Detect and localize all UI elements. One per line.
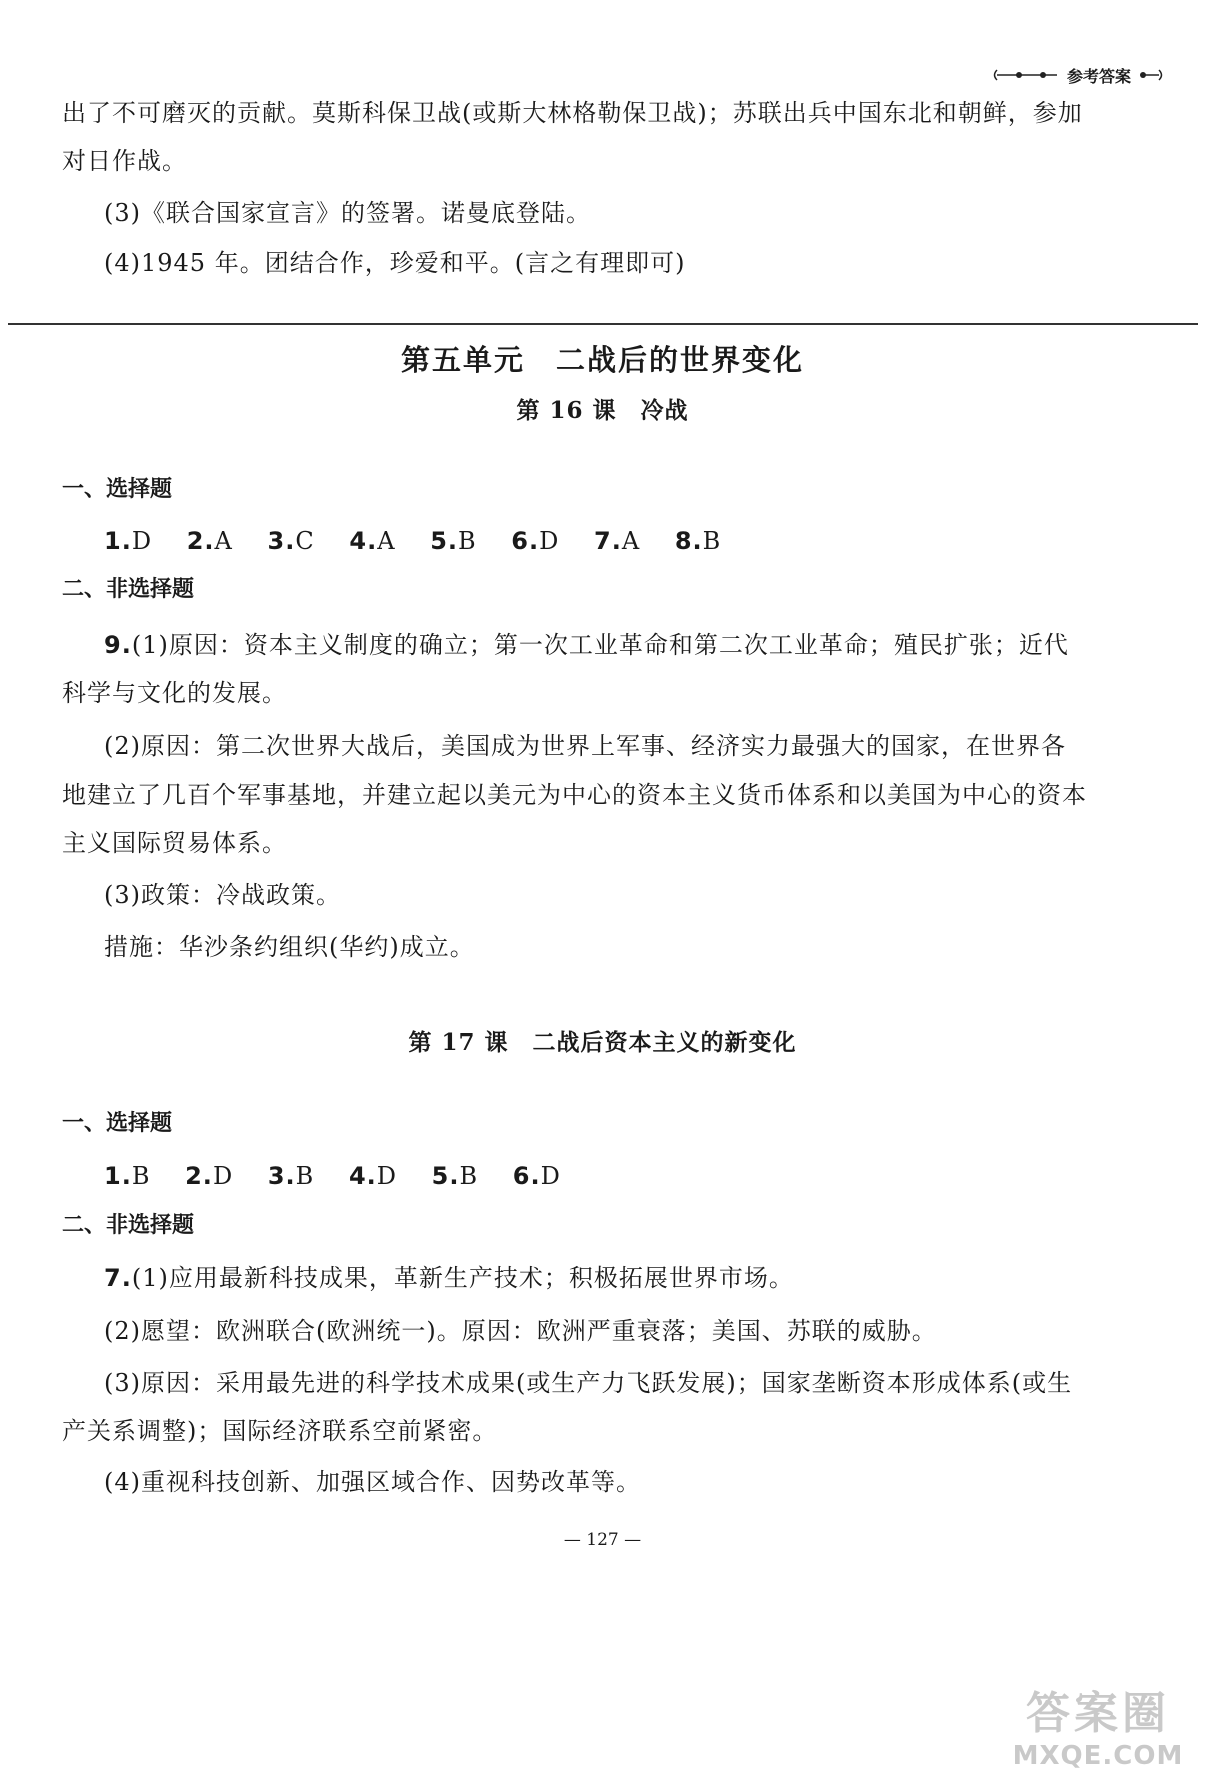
mcq-item: 4.D: [348, 1162, 398, 1190]
paragraph-line: 产关系调整)；国际经济联系空前紧密。: [62, 1417, 498, 1445]
mcq-item: 3.C: [267, 527, 315, 555]
answer-q9-1: 9.(1)原因：资本主义制度的确立；第一次工业革命和第二次工业革命；殖民扩张；近代: [104, 631, 1069, 659]
answer-q3: (3)《联合国家宣言》的签署。诺曼底登陆。: [104, 199, 591, 227]
watermark-bottom: MXQE.COM: [1012, 1741, 1184, 1771]
mcq-answers: [104, 1161, 587, 1191]
mcq-item: 6.D: [511, 527, 560, 555]
answer-q9-3b: 措施：华沙条约组织(华约)成立。: [104, 933, 475, 961]
divider: [8, 323, 1198, 325]
paragraph-line: 主义国际贸易体系。: [62, 829, 287, 857]
paragraph-line: 科学与文化的发展。: [62, 679, 287, 707]
answer-q4: (4)1945 年。团结合作，珍爱和平。(言之有理即可): [104, 249, 686, 277]
mcq-item: 7.A: [594, 527, 641, 555]
mcq-item: 3.B: [267, 1162, 315, 1190]
section-heading: 一、选择题: [62, 1111, 173, 1136]
mcq-answers: [104, 526, 747, 556]
mcq-item: 1.D: [104, 527, 153, 555]
paragraph-line: 对日作战。: [62, 147, 187, 175]
answer-q7-1: 7.(1)应用最新科技成果，革新生产技术；积极拓展世界市场。: [104, 1264, 794, 1292]
answer-q7-3: (3)原因：采用最先进的科学技术成果(或生产力飞跃发展)；国家垄断资本形成体系(或生: [104, 1369, 1073, 1397]
answer-q7-4: (4)重视科技创新、加强区域合作、因势改革等。: [104, 1468, 641, 1496]
answer-q9-3: (3)政策：冷战政策。: [104, 881, 341, 909]
header-ornament-end-icon: [1137, 67, 1167, 83]
section-heading: 一、选择题: [62, 477, 173, 502]
mcq-item: 6.D: [512, 1162, 561, 1190]
mcq-item: 4.A: [349, 527, 396, 555]
watermark: [1003, 1686, 1193, 1786]
unit-title: 第五单元 二战后的世界变化: [400, 343, 804, 377]
page-number: — 127 —: [563, 1530, 642, 1550]
header-label: 参考答案: [1066, 66, 1131, 86]
mcq-item: 2.D: [185, 1162, 234, 1190]
mcq-item: 1.B: [104, 1162, 151, 1190]
lesson-title: 第 17 课 二战后资本主义的新变化: [408, 1029, 797, 1056]
paragraph-line: 出了不可磨灭的贡献。莫斯科保卫战(或斯大林格勒保卫战)；苏联出兵中国东北和朝鲜，参加: [62, 99, 1083, 127]
paragraph-line: 地建立了几百个军事基地，并建立起以美元为中心的资本主义货币体系和以美国为中心的资本: [62, 781, 1087, 809]
mcq-item: 5.B: [430, 527, 477, 555]
answer-q9-2: (2)原因：第二次世界大战后，美国成为世界上军事、经济实力最强大的国家，在世界各: [104, 732, 1066, 760]
header-tag: [991, 64, 1167, 86]
section-heading: 二、非选择题: [62, 1213, 195, 1238]
watermark-top: 答案圈: [1026, 1688, 1170, 1739]
mcq-item: 5.B: [431, 1162, 479, 1190]
header-ornament-icon: [991, 67, 1061, 83]
section-heading: 二、非选择题: [62, 577, 195, 602]
mcq-item: 2.A: [186, 527, 233, 555]
answer-q7-2: (2)愿望：欧洲联合(欧洲统一)。原因：欧洲严重衰落；美国、苏联的威胁。: [104, 1317, 937, 1345]
lesson-title: 第 16 课 冷战: [516, 397, 689, 424]
mcq-item: 8.B: [674, 527, 722, 555]
